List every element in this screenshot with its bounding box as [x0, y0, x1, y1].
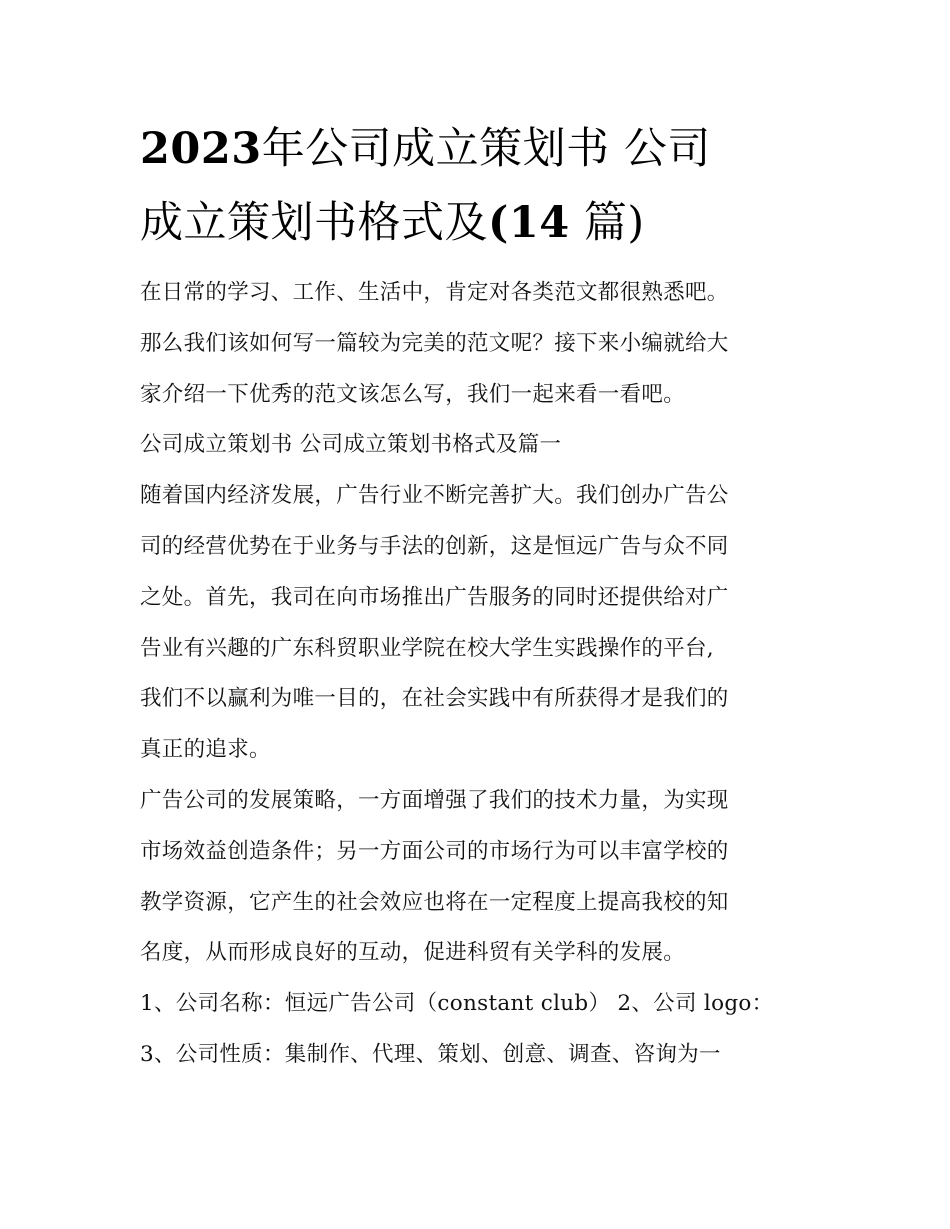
- body-line: 家介绍一下优秀的范文该怎么写，我们一起来看一看吧。: [140, 381, 686, 407]
- body-line: 我们不以赢利为唯一目的，在社会实践中有所获得才是我们的: [140, 686, 729, 712]
- body-line: 真正的追求。: [140, 737, 271, 763]
- body-line: 随着国内经济发展，广告行业不断完善扩大。我们创办广告公: [140, 483, 729, 509]
- document-body: [140, 268, 812, 1081]
- body-line: 在日常的学习、工作、生活中，肯定对各类范文都很熟悉吧。: [140, 280, 729, 305]
- title-line-1-text: 年公司成立策划书 公司: [261, 124, 711, 174]
- body-line: 司的经营优势在于业务与手法的创新，这是恒远广告与众不同: [140, 533, 729, 559]
- body-line: 广告公司的发展策略，一方面增强了我们的技术力量，为实现: [140, 787, 729, 813]
- document-content: [140, 112, 812, 1081]
- section-heading: 公司成立策划书 公司成立策划书格式及篇一: [140, 432, 562, 458]
- body-line: 市场效益创造条件；另一方面公司的市场行为可以丰富学校的: [140, 838, 729, 864]
- body-line: 1、公司名称：恒远广告公司（constant club） 2、公司 logo：: [140, 991, 774, 1017]
- title-line-2: [140, 198, 645, 248]
- body-line: 名度，从而形成良好的互动，促进科贸有关学科的发展。: [140, 940, 686, 966]
- title-line-2-end: 篇): [583, 198, 645, 248]
- body-line: 告业有兴趣的广东科贸职业学院在校大学生实践操作的平台,: [140, 635, 714, 661]
- body-line: 3、公司性质：集制作、代理、策划、创意、调查、咨询为一: [140, 1041, 721, 1067]
- document-title: [140, 112, 812, 260]
- title-count: (14: [488, 198, 570, 248]
- title-line-2-text: 成立策划书格式及: [140, 198, 488, 248]
- title-year: 2023: [140, 124, 262, 174]
- body-line: 那么我们该如何写一篇较为完美的范文呢？接下来小编就给大: [140, 330, 729, 356]
- body-line: 之处。首先，我司在向市场推出广告服务的同时还提供给对广: [140, 584, 729, 610]
- title-line-1: [140, 124, 711, 174]
- body-line: 教学资源，它产生的社会效应也将在一定程度上提高我校的知: [140, 889, 729, 915]
